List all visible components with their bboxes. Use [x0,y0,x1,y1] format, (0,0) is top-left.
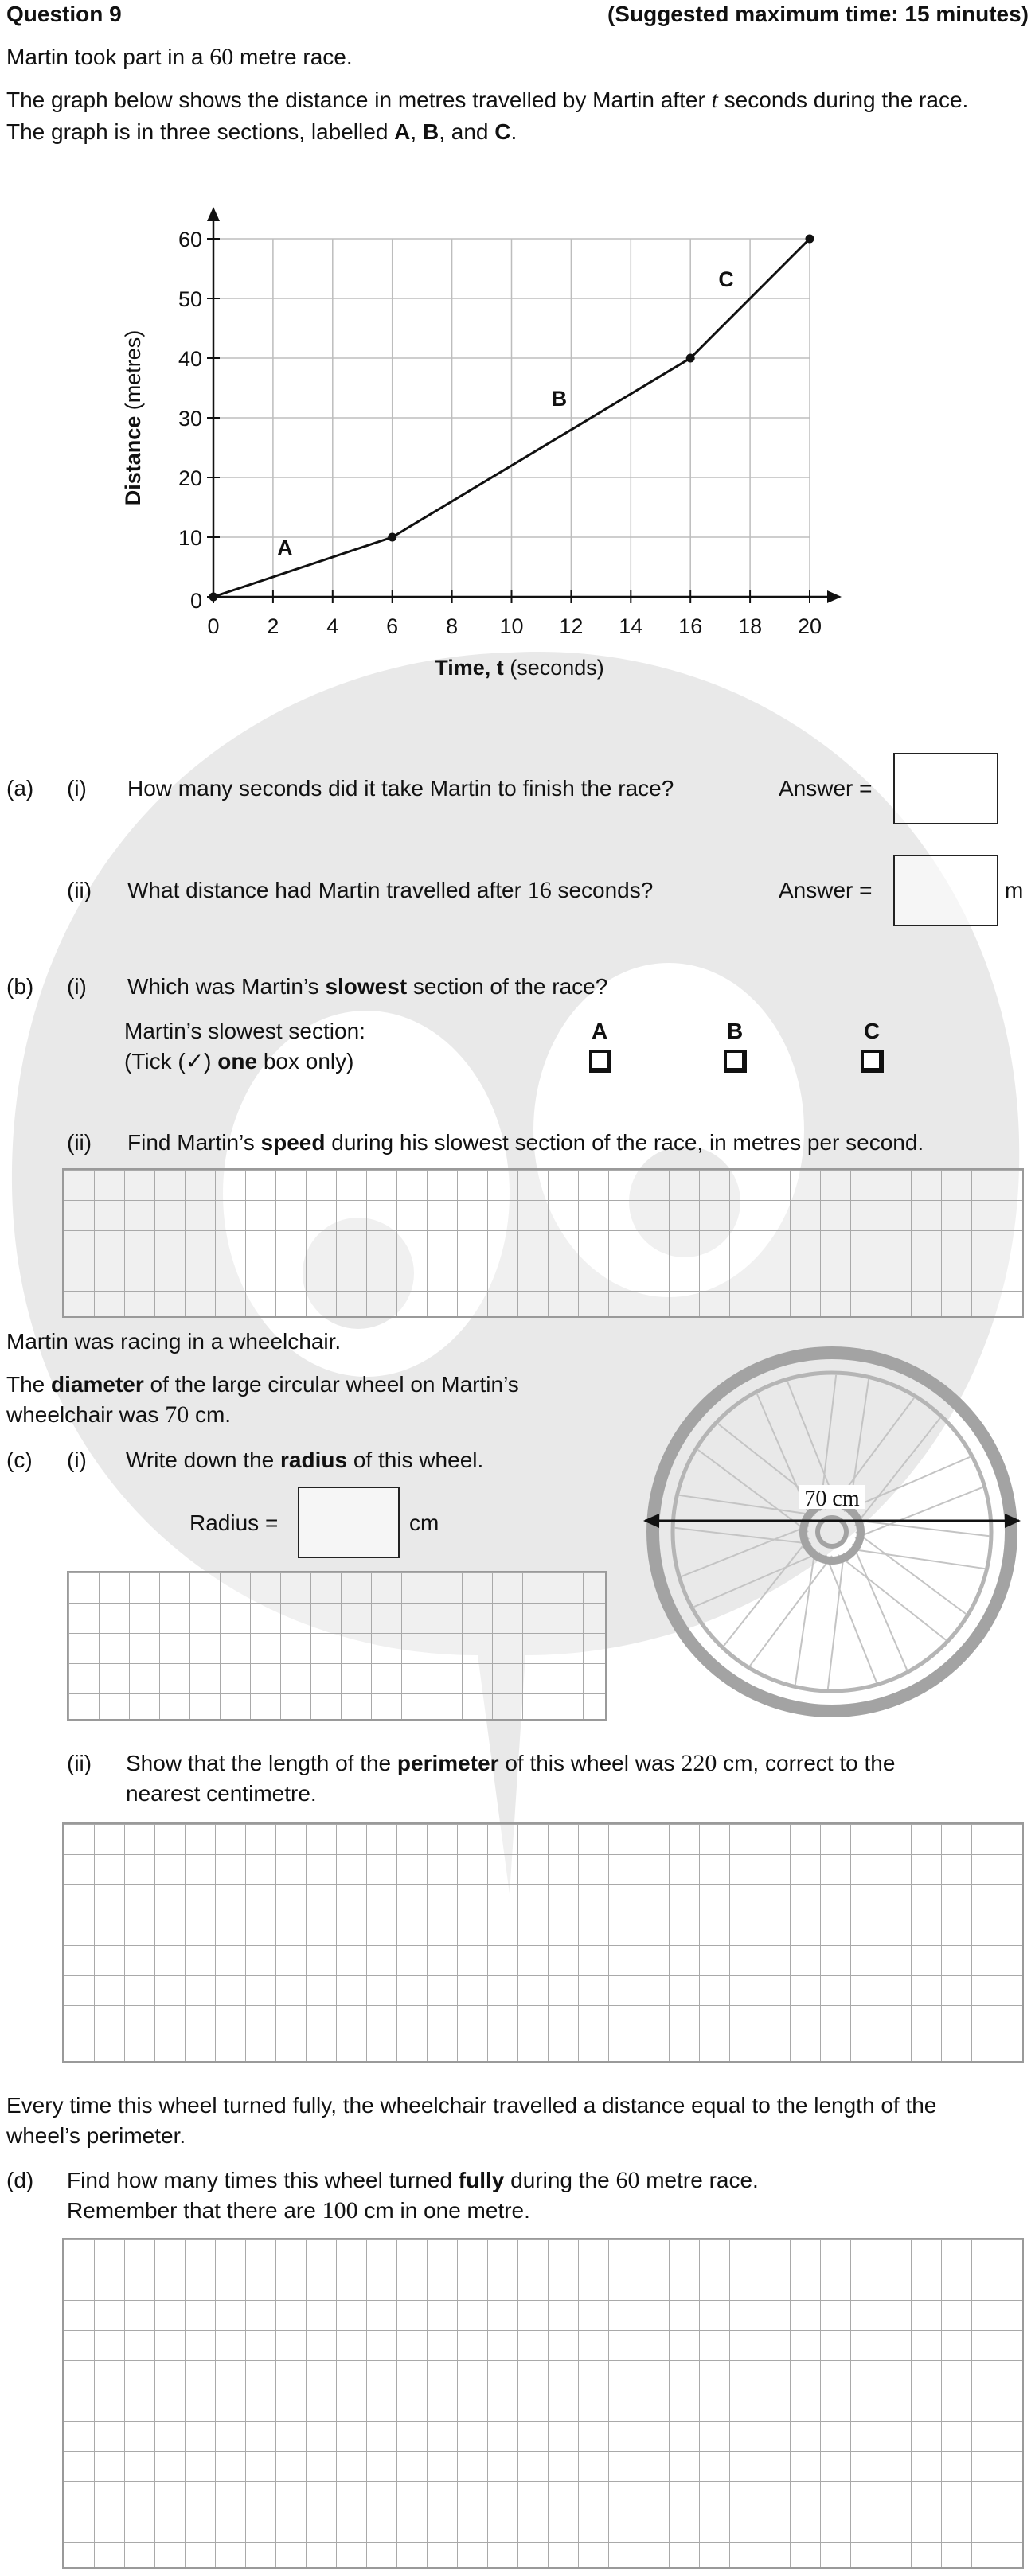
part-a-label: (a) [6,776,34,801]
part-c-ii-working-grid[interactable] [62,1822,1024,2063]
radius-unit: cm [409,1510,439,1535]
intro-line-3: The graph is in three sections, labelled A, B, and C. [6,119,518,144]
part-c-i-question: Write down the radius of this wheel. [126,1448,484,1472]
part-b-ii-label: (ii) [67,1130,92,1155]
x-tick-label: 4 [326,614,339,638]
part-d-statement-line-2: wheel’s perimeter. [6,2123,186,2148]
distance-time-graph [0,199,876,692]
wheel-spoke [750,1556,832,1666]
option-a-label: A [592,1019,608,1043]
wheel-spokes [674,1374,990,1689]
data-point [806,235,814,244]
x-tick-label: 16 [678,614,703,638]
question-number: Question 9 [6,2,122,26]
radius-label: Radius = [189,1510,279,1535]
part-d-statement-line-1: Every time this wheel turned fully, the wheelchair travelled a distance equal to the length of the [6,2093,937,2118]
x-axis-arrow [827,590,842,603]
wheel-spoke [681,1526,809,1576]
option-b-label: B [727,1019,744,1043]
x-tick-label: 10 [499,614,524,638]
x-tick-label: 14 [619,614,643,638]
data-point [686,354,695,363]
section-label-c: C [718,267,734,291]
part-d-label: (d) [6,2168,34,2192]
x-tick-label: 18 [738,614,763,638]
part-b-i-question: Which was Martin’s slowest section of the race? [127,974,608,999]
y-tick-label: 40 [178,347,202,371]
wheel-spoke [826,1555,877,1683]
wheel-spoke [697,1450,808,1532]
wheel-spoke [795,1549,815,1685]
x-tick-label: 2 [267,614,279,638]
x-tick-label: 8 [446,614,459,638]
y-axis-label: Distance (metres) [121,329,145,506]
part-a-ii-unit: m [1005,878,1024,902]
part-b-i-label: (i) [67,974,87,999]
data-point [209,593,218,602]
part-b-working-grid[interactable] [62,1168,1024,1318]
intro-line-2: The graph below shows the distance in metres travelled by Martin after t seconds during the race. [6,87,969,113]
x-axis-label: Time, t (seconds) [435,656,604,680]
data-point [388,533,396,542]
wheel-spoke [856,1532,967,1614]
part-c-label: (c) [6,1448,33,1472]
option-c-label: C [864,1019,881,1043]
y-tick-label: 0 [189,589,202,613]
wheel-spoke [853,1544,907,1670]
part-d-question-line-1: Find how many times this wheel turned fully during the 60 metre race. [67,2167,759,2193]
wheel-spoke [828,1553,844,1689]
wheel-diagram [637,1337,1027,1727]
option-b-checkbox[interactable] [724,1050,747,1073]
x-tick-label: 6 [386,614,399,638]
part-a-i-answer-label: Answer = [779,776,873,801]
wheel-spoke [693,1553,820,1607]
part-a-ii-label: (ii) [67,878,92,902]
wheel-spoke [855,1487,983,1538]
part-a-ii-answer-box[interactable] [893,855,998,926]
x-tick-label: 20 [797,614,822,638]
part-a-ii-question: What distance had Martin travelled after 16 seconds? [127,877,654,903]
part-b-label: (b) [6,974,34,999]
diameter-line-1: The diameter of the large circular wheel on Martin’s [6,1372,519,1397]
y-tick-label: 30 [178,407,202,431]
part-d-question-line-2: Remember that there are 100 cm in one metre. [67,2197,530,2223]
section-label-a: A [277,536,293,560]
option-a-checkbox[interactable] [589,1050,611,1073]
y-tick-label: 60 [178,228,202,251]
x-tick-label: 12 [559,614,584,638]
part-a-ii-answer-label: Answer = [779,878,873,902]
wheel-hub-outer [803,1503,861,1561]
tick-instruction: (Tick (✓) one box only) [124,1049,354,1074]
suggested-time: (Suggested maximum time: 15 minutes) [607,2,1029,26]
wheel-spoke [853,1520,990,1536]
part-c-ii-question-line-1: Show that the length of the perimeter of this wheel was 220 cm, correct to the [126,1750,896,1776]
slowest-section-label: Martin’s slowest section: [124,1019,365,1043]
part-a-i-answer-box[interactable] [893,753,998,824]
radius-answer-box[interactable] [298,1487,400,1558]
part-c-i-label: (i) [67,1448,87,1472]
wheel-spoke [674,1528,811,1544]
wheel-spoke [849,1549,985,1569]
part-a-i-question: How many seconds did it take Martin to finish the race? [127,776,674,801]
diameter-label: 70 cm [804,1487,860,1511]
part-c-i-working-grid[interactable] [67,1571,607,1721]
part-a-i-label: (i) [67,776,87,801]
wheel-inner-rim [673,1373,991,1691]
y-tick-label: 20 [178,466,202,490]
x-tick-label: 0 [207,614,220,638]
section-label-b: B [551,387,568,411]
y-tick-label: 10 [178,526,202,550]
y-tick-label: 50 [178,287,202,311]
diameter-line-2: wheelchair was 70 cm. [6,1401,232,1428]
part-c-ii-question-line-2: nearest centimetre. [126,1781,317,1806]
y-axis-arrow [207,207,220,221]
wheel-spoke [678,1495,814,1515]
part-c-ii-label: (ii) [67,1751,92,1775]
part-b-ii-question: Find Martin’s speed during his slowest section of the race, in metres per second. [127,1130,924,1155]
intro-line-1: Martin took part in a 60 metre race. [6,44,353,70]
option-c-checkbox[interactable] [861,1050,884,1073]
wheelchair-intro: Martin was racing in a wheelchair. [6,1329,342,1354]
part-d-working-grid[interactable] [62,2238,1024,2569]
